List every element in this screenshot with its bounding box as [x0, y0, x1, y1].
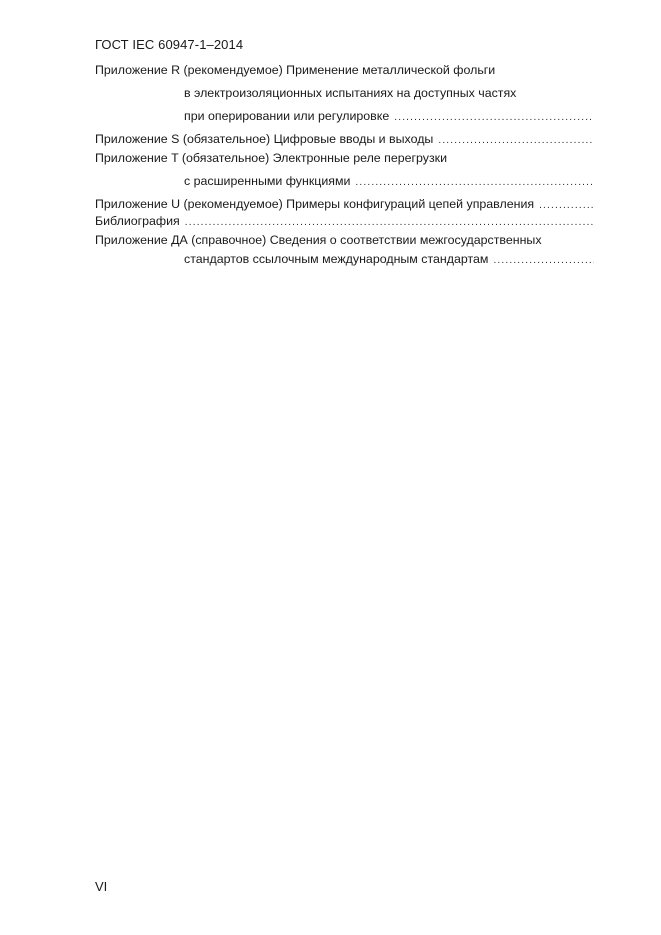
toc-entry-annex-u [95, 196, 594, 212]
toc-entry-title: Приложение R (рекомендуемое) Применение металлической фольги [95, 62, 500, 78]
dot-leader [539, 198, 594, 212]
toc-entry-title: Приложение ДА (справочное) Сведения о соответствии межгосударственных [95, 232, 547, 248]
toc-entry-title: в электроизоляционных испытаниях на доступных частях [184, 85, 521, 101]
toc-entry-title: Приложение U (рекомендуемое) Примеры конфигураций цепей управления [95, 196, 539, 212]
toc-entry-annex-r-continuation [95, 85, 594, 101]
toc-entry-annex-da [95, 232, 594, 248]
document-header: ГОСТ IEC 60947-1–2014 [95, 37, 244, 52]
page-number: VI [95, 879, 108, 894]
toc-entry-annex-r [95, 62, 594, 78]
toc-entry-bibliography [95, 213, 594, 229]
toc-entry-title: с расширенными функциями [184, 173, 355, 189]
toc-entry-title: Библиография [95, 213, 185, 229]
toc-entry-title: стандартов ссылочным международным стандартам [184, 251, 493, 267]
toc-entry-annex-r-continuation [95, 108, 594, 124]
dot-leader [438, 133, 594, 147]
toc-entry-title: при оперировании или регулировке [184, 108, 394, 124]
toc-entry-annex-s [95, 131, 594, 147]
table-of-contents [95, 62, 594, 267]
toc-entry-annex-da-continuation [95, 251, 594, 267]
dot-leader [394, 110, 594, 124]
toc-entry-annex-t-continuation [95, 173, 594, 189]
toc-entry-title: Приложение T (обязательное) Электронные реле перегрузки [95, 150, 452, 166]
dot-leader [355, 175, 594, 189]
dot-leader [493, 253, 594, 267]
toc-entry-annex-t [95, 150, 594, 166]
toc-entry-title: Приложение S (обязательное) Цифровые вводы и выходы [95, 131, 438, 147]
dot-leader [185, 215, 594, 229]
